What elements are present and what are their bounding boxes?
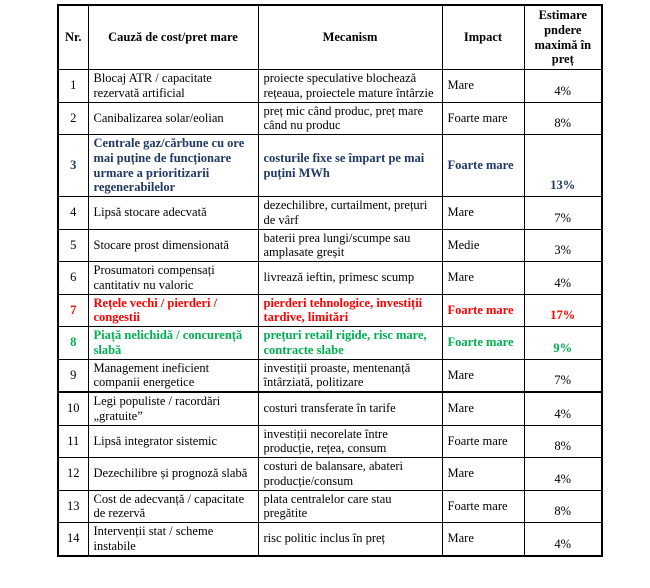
estimate-cell: 7% — [524, 359, 602, 392]
table-row — [58, 135, 602, 197]
table-row — [58, 359, 602, 392]
row-number-cell: 14 — [58, 523, 88, 556]
cause-cell: Lipsă integrator sistemic — [88, 425, 258, 458]
row-number-cell: 2 — [58, 102, 88, 135]
row-number-cell: 8 — [58, 327, 88, 360]
cause-cell: Prosumatori compensați cantitativ nu valoric — [88, 262, 258, 295]
table-row — [58, 523, 602, 556]
impact-cell: Foarte mare — [442, 490, 524, 523]
mechanism-cell: costuri de balansare, abateri producție/consum — [258, 458, 442, 491]
header-row — [58, 5, 602, 70]
row-number-cell: 1 — [58, 70, 88, 103]
mechanism-cell: pierderi tehnologice, investiții tardive, limitări — [258, 294, 442, 327]
row-number-cell: 13 — [58, 490, 88, 523]
cause-cell: Piață nelichidă / concurență slabă — [88, 327, 258, 360]
estimate-cell: 4% — [524, 392, 602, 425]
mechanism-cell: investiții proaste, mentenanță întârziată, politizare — [258, 359, 442, 392]
estimate-cell: 3% — [524, 229, 602, 262]
impact-cell: Mare — [442, 70, 524, 103]
cause-cell: Stocare prost dimensionată — [88, 229, 258, 262]
row-number-cell: 4 — [58, 197, 88, 230]
row-number-cell: 10 — [58, 392, 88, 425]
estimate-cell: 4% — [524, 523, 602, 556]
header-estimare: Estimare pndere maximă în preț — [524, 5, 602, 70]
cause-cell: Dezechilibre și prognoză slabă — [88, 458, 258, 491]
table-row — [58, 197, 602, 230]
cost-cause-table — [57, 4, 603, 557]
table-row — [58, 294, 602, 327]
impact-cell: Foarte mare — [442, 135, 524, 197]
estimate-cell: 8% — [524, 425, 602, 458]
impact-cell: Mare — [442, 262, 524, 295]
impact-cell: Mare — [442, 392, 524, 425]
row-number-cell: 7 — [58, 294, 88, 327]
table-row — [58, 262, 602, 295]
row-number-cell: 11 — [58, 425, 88, 458]
table-row — [58, 70, 602, 103]
estimate-cell: 8% — [524, 102, 602, 135]
impact-cell: Mare — [442, 458, 524, 491]
cause-cell: Rețele vechi / pierderi / congestii — [88, 294, 258, 327]
estimate-cell: 17% — [524, 294, 602, 327]
mechanism-cell: risc politic inclus în preț — [258, 523, 442, 556]
mechanism-cell: livrează ieftin, primesc scump — [258, 262, 442, 295]
impact-cell: Mare — [442, 359, 524, 392]
impact-cell: Mare — [442, 523, 524, 556]
row-number-cell: 9 — [58, 359, 88, 392]
mechanism-cell: proiecte speculative blochează rețeaua, proiectele mature întârzie — [258, 70, 442, 103]
table-header — [58, 5, 602, 70]
cause-cell: Blocaj ATR / capacitate rezervată artificial — [88, 70, 258, 103]
estimate-cell: 7% — [524, 197, 602, 230]
cause-cell: Intervenții stat / scheme instabile — [88, 523, 258, 556]
cause-cell: Canibalizarea solar/eolian — [88, 102, 258, 135]
table-row — [58, 327, 602, 360]
estimate-cell: 4% — [524, 70, 602, 103]
estimate-cell: 4% — [524, 262, 602, 295]
table-row — [58, 229, 602, 262]
mechanism-cell: investiții necorelate între producție, rețea, consum — [258, 425, 442, 458]
impact-cell: Medie — [442, 229, 524, 262]
impact-cell: Foarte mare — [442, 294, 524, 327]
cause-cell: Lipsă stocare adecvată — [88, 197, 258, 230]
table-row — [58, 458, 602, 491]
row-number-cell: 6 — [58, 262, 88, 295]
table-row — [58, 392, 602, 425]
mechanism-cell: prețuri retail rigide, risc mare, contracte slabe — [258, 327, 442, 360]
cause-cell: Management ineficient companii energetice — [88, 359, 258, 392]
impact-cell: Mare — [442, 197, 524, 230]
row-number-cell: 3 — [58, 135, 88, 197]
header-nr: Nr. — [58, 5, 88, 70]
mechanism-cell: plata centralelor care stau pregătite — [258, 490, 442, 523]
mechanism-cell: dezechilibre, curtailment, prețuri de vârf — [258, 197, 442, 230]
cause-cell: Centrale gaz/cărbune cu ore mai puține de funcționare urmare a prioritizarii regenerabilelor — [88, 135, 258, 197]
mechanism-cell: preț mic când produc, preț mare când nu produc — [258, 102, 442, 135]
cause-cell: Cost de adecvanță / capacitate de rezervă — [88, 490, 258, 523]
estimate-cell: 9% — [524, 327, 602, 360]
estimate-cell: 13% — [524, 135, 602, 197]
table-row — [58, 102, 602, 135]
table-row — [58, 490, 602, 523]
table-body — [58, 70, 602, 556]
impact-cell: Foarte mare — [442, 327, 524, 360]
mechanism-cell: costurile fixe se împart pe mai puțini MWh — [258, 135, 442, 197]
header-mecanism: Mecanism — [258, 5, 442, 70]
row-number-cell: 12 — [58, 458, 88, 491]
header-impact: Impact — [442, 5, 524, 70]
header-cauza: Cauză de cost/pret mare — [88, 5, 258, 70]
estimate-cell: 4% — [524, 458, 602, 491]
table-row — [58, 425, 602, 458]
mechanism-cell: costuri transferate în tarife — [258, 392, 442, 425]
impact-cell: Foarte mare — [442, 425, 524, 458]
mechanism-cell: baterii prea lungi/scumpe sau amplasate greșit — [258, 229, 442, 262]
row-number-cell: 5 — [58, 229, 88, 262]
impact-cell: Foarte mare — [442, 102, 524, 135]
cause-cell: Legi populiste / racordări „gratuite” — [88, 392, 258, 425]
estimate-cell: 8% — [524, 490, 602, 523]
